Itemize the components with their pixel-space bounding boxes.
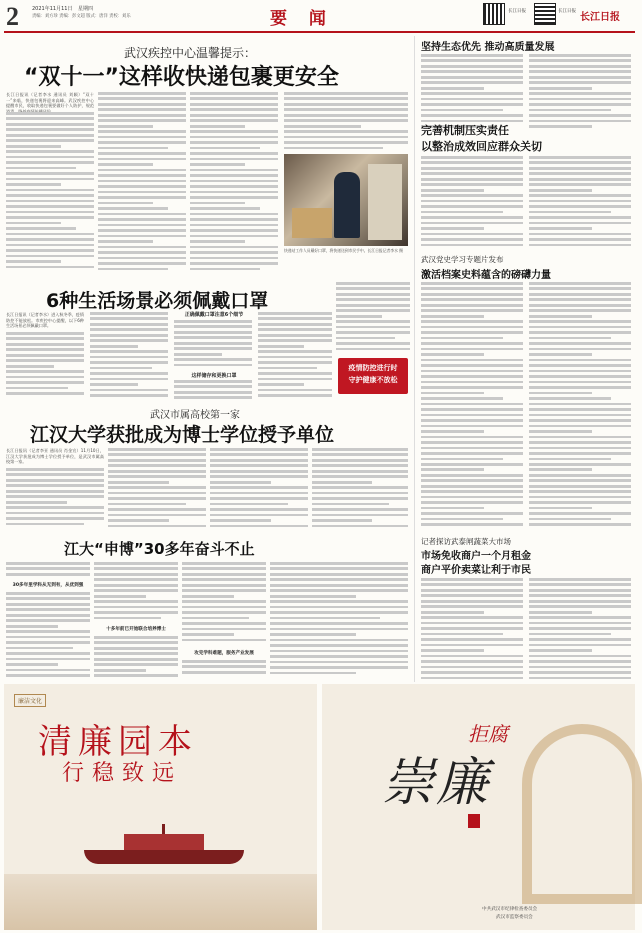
right-h3-kicker: 武汉党史学习专题片发布 [421, 255, 504, 264]
mask-article-col1 [6, 332, 84, 400]
banner-right-arch [522, 724, 642, 904]
university-article [4, 402, 410, 532]
right-h4-line1: 市场免收商户一个月租金 [421, 551, 531, 562]
top-article-body-col3 [190, 92, 278, 274]
courier-photo [284, 154, 408, 246]
qr-code-left[interactable] [483, 3, 505, 25]
struggle-col2 [94, 562, 178, 624]
photo-shelf [368, 164, 402, 240]
right-h4-line2: 商户平价卖菜让利于市民 [421, 565, 531, 576]
banner-right-title-small: 拒腐 [468, 722, 508, 746]
right-h2-line1: 完善机制压实责任 [421, 124, 509, 137]
date-text: 2021年11月11日 [32, 6, 73, 12]
mask-article-col3 [174, 320, 252, 370]
photo-parcel [292, 208, 332, 238]
struggle-col3 [182, 562, 266, 648]
university-col1 [6, 468, 104, 530]
mask-article-lead: 长江日报讯（记者李水）进入秋冬季，疫情防控不能放松。市疾控中心提醒，以下6种生活场景必须佩戴口罩。 [6, 312, 84, 329]
struggle-sub2: 十多年前已开始联合培养博士 [106, 627, 166, 632]
university-col2 [108, 448, 206, 530]
top-article-kicker: 武汉疾控中心温馨提示： [124, 46, 257, 60]
struggle-col4 [270, 562, 408, 680]
right-h3: 激活档案史料蕴含的磅礴力量 [421, 270, 551, 281]
university-lead: 长江日报讯（记者李亚 通讯员 肖金宣）11月10日，江汉大学获批成为博士学位授予单位，是武汉市属高校第一家。 [6, 448, 104, 465]
editors-line: 责编：刘方珍 责编：彭文超 版式：唐洋 责校：刘乐 [32, 14, 131, 19]
right-column [414, 36, 635, 682]
top-article [4, 36, 410, 280]
struggle-col1-top [6, 562, 90, 580]
top-article-headline: “双十一”这样收快递包裹更安全 [24, 65, 339, 90]
ship-cabin [124, 834, 204, 850]
right-h1-col2 [529, 54, 631, 134]
qr-label-left: 长江日报 [508, 9, 526, 14]
banner-right-footer-1: 中共武汉市纪律检查委员会 [482, 907, 538, 912]
mask-article-subhead2: 这样储存和更换口罩 [191, 373, 237, 379]
masthead [0, 0, 639, 34]
struggle-col2-bottom [94, 636, 178, 680]
university-kicker: 武汉市属高校第一家 [150, 410, 240, 421]
newspaper-logo: 长江日报 [580, 12, 620, 23]
epidemic-badge-line2: 守护健康不放松 [348, 376, 398, 384]
banner-left-ship [84, 824, 244, 864]
banner-left-title-1: 清廉园本 [38, 722, 198, 762]
qr-label-right: 长江日报 [558, 9, 576, 14]
epidemic-box-text [336, 282, 410, 354]
right-h2-col2 [529, 156, 631, 252]
mask-article-col4 [174, 380, 252, 400]
struggle-article [4, 532, 410, 682]
banner-right-seal [468, 814, 480, 828]
weekday-text: 星期四 [78, 6, 94, 12]
section-title: 要 闻 [270, 9, 334, 29]
banner-right-title-big: 崇廉 [382, 753, 491, 813]
top-article-body-col4 [284, 92, 408, 150]
mask-article-col5 [258, 312, 332, 400]
top-article-body-col1 [6, 112, 94, 274]
top-article-body-col2 [98, 92, 186, 274]
mask-article-col2 [90, 312, 168, 400]
photo-caption: 快递站工作人员戴好口罩，将快递送到市民手中。长江日报记者李水 摄 [284, 248, 403, 253]
photo-figure [334, 172, 360, 238]
mask-article-subhead: 正确佩戴口罩注意6个细节 [184, 312, 244, 318]
banner-left-tag: 廉洁文化 [14, 694, 46, 707]
struggle-col3-bottom [182, 660, 266, 680]
masthead-rule [4, 31, 635, 33]
right-h4-col1 [421, 578, 523, 682]
right-h1: 坚持生态优先 推动高质量发展 [421, 42, 555, 53]
ship-hull [84, 850, 244, 864]
banner-left-title-2: 行稳致远 [62, 761, 183, 786]
right-h4-col2 [529, 578, 631, 682]
struggle-col1 [6, 592, 90, 680]
university-headline: 江汉大学获批成为博士学位授予单位 [30, 424, 335, 446]
top-article-lead: 长江日报讯（记者李水 通讯员 刘颖）“双十一”来临，快递包裹将迎来高峰。武汉疾控中心提醒市民，收取快递包裹要做好个人防护，规范 [6, 92, 94, 109]
epidemic-badge [338, 358, 408, 394]
right-h3-col2 [529, 282, 631, 530]
mask-article-headline: 6种生活场景必须佩戴口罩 [46, 290, 269, 312]
page-number: 2 [6, 2, 19, 31]
qr-code-right[interactable] [534, 3, 556, 25]
right-h4-kicker: 记者探访武泰闸蔬菜大市场 [421, 537, 511, 546]
banner-right [322, 684, 635, 930]
epidemic-box [336, 282, 410, 400]
epidemic-badge-line1: 疫情防控进行时 [348, 364, 398, 372]
struggle-sub3: 攻克学科难题，服务产业发展 [194, 651, 254, 656]
mask-article [4, 280, 334, 402]
right-h2-col1 [421, 156, 523, 252]
struggle-headline: 江大“申博”30多年奋斗不止 [64, 540, 255, 558]
banner-right-footer-2: 武汉市监察委员会 [496, 915, 533, 920]
university-col3 [210, 448, 308, 530]
right-h2-line2: 以整治成效回应群众关切 [421, 140, 542, 153]
banner-left-water [4, 874, 317, 930]
banner-left [4, 684, 317, 930]
right-h3-col1 [421, 282, 523, 530]
struggle-sub1: 30多年里学科从无到有，从优到强 [12, 583, 84, 588]
university-col4 [312, 448, 408, 530]
issue-date [32, 5, 93, 12]
ship-mast [162, 824, 165, 834]
